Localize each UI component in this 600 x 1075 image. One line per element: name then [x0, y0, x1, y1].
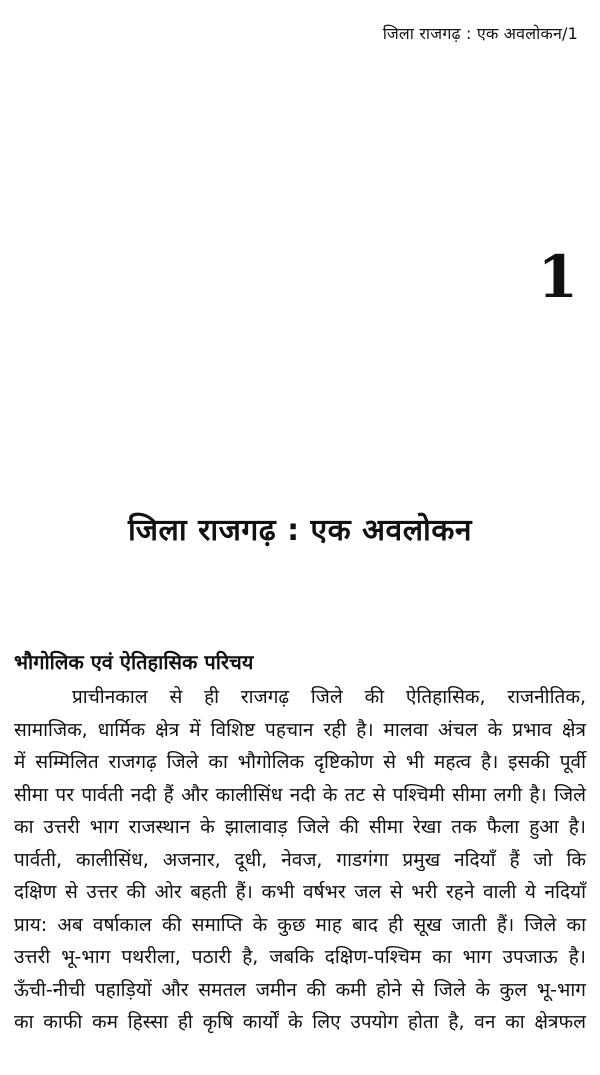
running-header: जिला राजगढ़ : एक अवलोकन/1 [382, 24, 578, 43]
body-line: में सम्मिलित राजगढ़ जिले का भौगोलिक दृष्टिकोण से भी महत्व है। इसकी पूर्वी [14, 751, 586, 773]
body-line: सीमा पर पार्वती नदी हैं और कालीसिंध नदी के तट से पश्चिमी सीमा लगी है। जिले [14, 783, 586, 806]
body-line: ऊँची-नीची पहाड़ियों और समतल जमीन की कमी होने से जिले के कुल भू-भाग [14, 978, 586, 1001]
body-line: प्राय: अब वर्षाकाल की समाप्ति के कुछ माह बाद ही सूख जाती हैं। जिले का [14, 913, 586, 936]
body-line: सामाजिक, धार्मिक क्षेत्र में विशिष्ट पहचान रही है। मालवा अंचल के प्रभाव क्षेत्र [14, 718, 586, 741]
chapter-title: जिला राजगढ़ : एक अवलोकन [127, 513, 473, 548]
body-line: का उत्तरी भाग राजस्थान के झालावाड़ जिले की सीमा रेखा तक फैला हुआ है। [14, 816, 586, 838]
body-line: पार्वती, कालीसिंध, अजनार, दूधी, नेवज, गाडगंगा प्रमुख नदियाँ हैं जो कि [14, 848, 586, 871]
body-line: उत्तरी भू-भाग पथरीला, पठारी है, जबकि दक्षिण-पश्चिम का भाग उपजाऊ है। [14, 946, 586, 968]
section-heading: भौगोलिक एवं ऐतिहासिक परिचय [14, 650, 254, 674]
chapter-number: 1 [537, 243, 578, 311]
body-line: दक्षिण से उत्तर की ओर बहती हैं। कभी वर्षभर जल से भरी रहने वाली ये नदियाँ [14, 881, 586, 903]
body-paragraph [14, 681, 586, 1039]
body-line: प्राचीनकाल से ही राजगढ़ जिले की ऐतिहासिक, राजनीतिक, [72, 686, 586, 708]
body-line: का काफी कम हिस्सा ही कृषि कार्यों के लिए उपयोग होता है, वन का क्षेत्रफल [14, 1011, 586, 1033]
